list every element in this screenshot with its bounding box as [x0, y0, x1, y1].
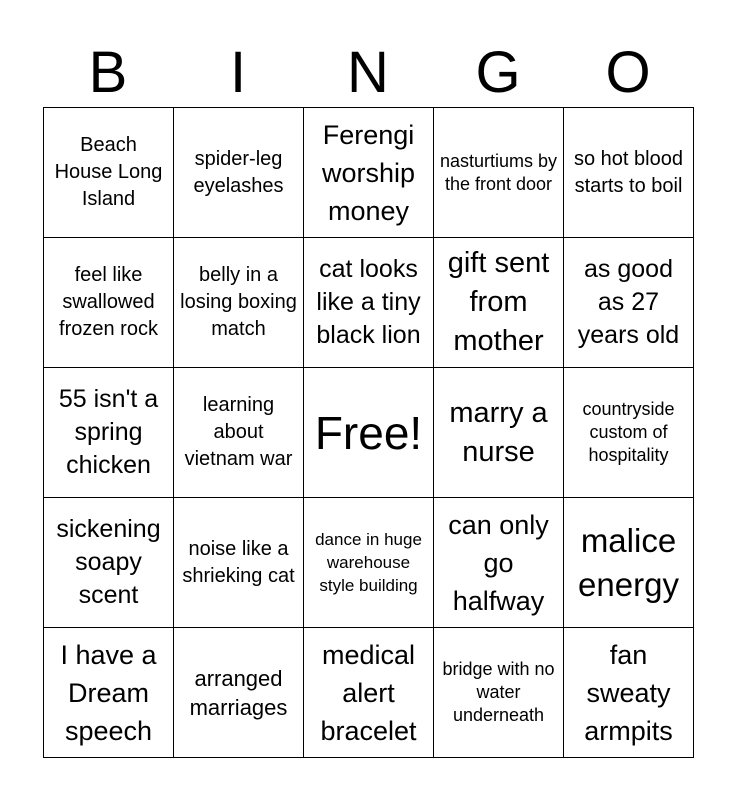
cell-text: bridge with no water underneath — [442, 659, 555, 725]
cell-text: noise like a shrieking cat — [182, 537, 295, 587]
cell-text: so hot blood starts to boil — [574, 147, 683, 197]
cell-text: malice energy — [578, 521, 679, 603]
free-space-label: Free! — [314, 406, 423, 459]
bingo-cell-r3c5[interactable] — [564, 368, 694, 498]
bingo-cell-r2c5[interactable] — [564, 238, 694, 368]
header-letter-o: O — [605, 40, 651, 105]
bingo-cell-r4c3[interactable] — [304, 498, 434, 628]
bingo-cell-r4c1[interactable] — [44, 498, 174, 628]
bingo-cell-r5c3[interactable] — [304, 628, 434, 758]
cell-text: feel like swallowed frozen rock — [59, 264, 158, 340]
bingo-cell-r2c3[interactable] — [304, 238, 434, 368]
cell-text: as good as 27 years old — [577, 255, 680, 349]
bingo-cell-r2c1[interactable] — [44, 238, 174, 368]
header-letter-b: B — [88, 40, 128, 105]
bingo-cell-r5c1[interactable] — [44, 628, 174, 758]
cell-text: countryside custom of hospitality — [582, 399, 675, 465]
bingo-cell-r3c1[interactable] — [44, 368, 174, 498]
cell-text: arranged marriages — [189, 665, 288, 720]
cell-text: Beach House Long Island — [54, 134, 163, 210]
cell-text: cat looks like a tiny black lion — [316, 255, 421, 349]
bingo-cell-r1c4[interactable] — [434, 108, 564, 238]
bingo-board — [43, 107, 694, 758]
cell-text: spider-leg eyelashes — [193, 147, 284, 197]
cell-text: I have a Dream speech — [60, 639, 157, 746]
bingo-cell-r1c1[interactable] — [44, 108, 174, 238]
cell-text: dance in huge warehouse style building — [315, 530, 422, 595]
cell-text: sickening soapy scent — [56, 515, 161, 609]
header-letter-g: G — [475, 40, 521, 105]
bingo-cell-r1c2[interactable] — [174, 108, 304, 238]
bingo-cell-r4c2[interactable] — [174, 498, 304, 628]
cell-text: belly in a losing boxing match — [180, 264, 297, 340]
bingo-cell-r5c5[interactable] — [564, 628, 694, 758]
cell-text: gift sent from mother — [447, 247, 550, 357]
bingo-cell-r3c2[interactable] — [174, 368, 304, 498]
cell-text: marry a nurse — [449, 396, 548, 468]
bingo-cell-r5c4[interactable] — [434, 628, 564, 758]
cell-text: fan sweaty armpits — [584, 639, 673, 746]
cell-text: medical alert bracelet — [320, 639, 417, 746]
bingo-cell-r1c5[interactable] — [564, 108, 694, 238]
bingo-cell-r2c2[interactable] — [174, 238, 304, 368]
cell-text: 55 isn't a spring chicken — [58, 385, 159, 479]
cell-text: nasturtiums by the front door — [439, 150, 558, 194]
cell-text: Ferengi worship money — [321, 119, 416, 226]
bingo-cell-r3c4[interactable] — [434, 368, 564, 498]
bingo-cell-r5c2[interactable] — [174, 628, 304, 758]
bingo-cell-r1c3[interactable] — [304, 108, 434, 238]
cell-text: can only go halfway — [448, 509, 549, 616]
header-letter-n: N — [347, 40, 389, 105]
bingo-cell-r4c5[interactable] — [564, 498, 694, 628]
bingo-cell-r2c4[interactable] — [434, 238, 564, 368]
bingo-cell-r4c4[interactable] — [434, 498, 564, 628]
bingo-cell-free[interactable] — [304, 368, 434, 498]
cell-text: learning about vietnam war — [184, 394, 293, 470]
bingo-header — [43, 40, 693, 106]
header-letter-i: I — [229, 40, 247, 105]
